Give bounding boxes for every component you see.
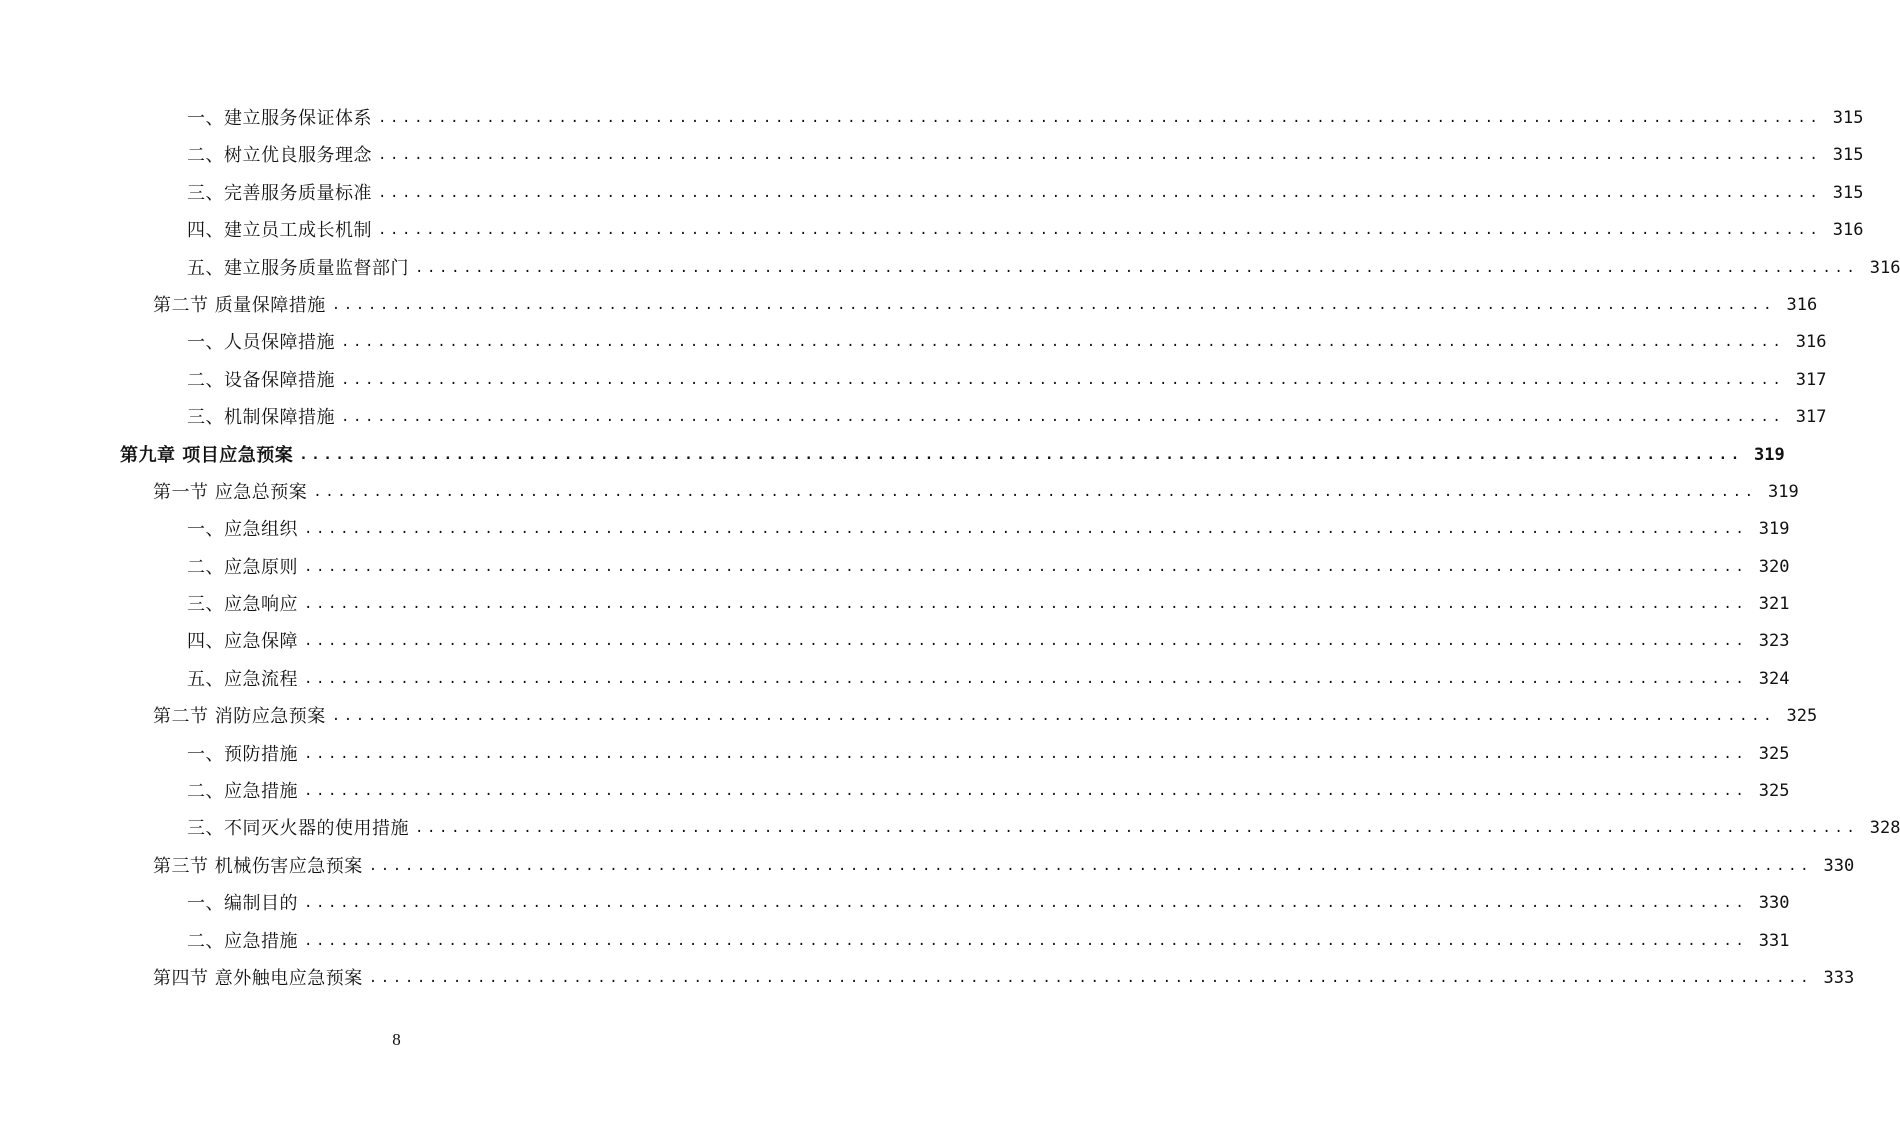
toc-leader-dots: ........................................................................................................................ bbox=[378, 184, 1822, 201]
toc-leader-dots: ........................................................................................................................ bbox=[341, 409, 1785, 426]
toc-chapter-entry[interactable] bbox=[0, 437, 1785, 474]
toc-entry-page-number: 316 bbox=[1869, 257, 1900, 278]
toc-subsection-entry[interactable] bbox=[0, 736, 1790, 773]
table-of-contents bbox=[0, 100, 1900, 997]
toc-subsection-entry[interactable] bbox=[0, 773, 1790, 810]
toc-entry-label: 二、设备保障措施 bbox=[187, 369, 335, 391]
toc-entry-label: 一、编制目的 bbox=[187, 893, 298, 915]
toc-section-entry[interactable] bbox=[0, 698, 1818, 735]
toc-entry-page-number: 325 bbox=[1758, 781, 1790, 802]
toc-entry-label: 一、人员保障措施 bbox=[187, 332, 335, 354]
toc-leader-dots: ........................................................................................................................ bbox=[304, 596, 1748, 613]
toc-leader-dots: ........................................................................................................................ bbox=[304, 745, 1748, 762]
toc-leader-dots: ........................................................................................................................ bbox=[304, 783, 1748, 800]
toc-entry-label: 第九章 项目应急预案 bbox=[120, 444, 294, 466]
toc-subsection-entry[interactable] bbox=[0, 362, 1827, 399]
toc-entry-label: 五、应急流程 bbox=[187, 668, 298, 690]
toc-leader-dots: ........................................................................................................................ bbox=[304, 633, 1748, 650]
toc-leader-dots: ........................................................................................................................ bbox=[368, 857, 1813, 874]
toc-entry-page-number: 325 bbox=[1758, 743, 1790, 764]
toc-leader-dots: ........................................................................................................................ bbox=[304, 521, 1748, 538]
toc-subsection-entry[interactable] bbox=[0, 623, 1790, 660]
toc-entry-page-number: 317 bbox=[1795, 407, 1827, 428]
toc-leader-dots: ........................................................................................................................ bbox=[341, 334, 1785, 351]
toc-entry-label: 四、建立员工成长机制 bbox=[187, 220, 372, 242]
page-number: 8 bbox=[392, 1030, 401, 1049]
toc-entry-page-number: 319 bbox=[1758, 519, 1790, 540]
toc-leader-dots: ........................................................................................................................ bbox=[378, 222, 1822, 239]
toc-subsection-entry[interactable] bbox=[0, 586, 1790, 623]
toc-entry-label: 一、建立服务保证体系 bbox=[187, 108, 372, 129]
toc-entry-page-number: 319 bbox=[1754, 444, 1785, 465]
toc-entry-label: 一、预防措施 bbox=[187, 743, 298, 765]
toc-entry-label: 第四节 意外触电应急预案 bbox=[153, 967, 363, 989]
toc-subsection-entry[interactable] bbox=[0, 810, 1900, 847]
toc-entry-page-number: 316 bbox=[1786, 294, 1818, 315]
toc-subsection-entry[interactable] bbox=[0, 250, 1900, 287]
toc-section-entry[interactable] bbox=[0, 848, 1855, 885]
toc-subsection-entry[interactable] bbox=[0, 175, 1864, 212]
toc-subsection-entry[interactable] bbox=[0, 511, 1790, 548]
toc-entry-page-number: 315 bbox=[1832, 108, 1864, 128]
toc-entry-page-number: 317 bbox=[1795, 369, 1827, 390]
toc-subsection-entry[interactable] bbox=[0, 549, 1790, 586]
toc-entry-page-number: 330 bbox=[1758, 893, 1790, 914]
toc-entry-page-number: 315 bbox=[1832, 182, 1864, 203]
toc-section-entry[interactable] bbox=[0, 474, 1799, 511]
toc-entry-page-number: 330 bbox=[1823, 855, 1855, 876]
toc-leader-dots: ........................................................................................................................ bbox=[304, 558, 1748, 575]
toc-subsection-entry[interactable] bbox=[0, 661, 1790, 698]
toc-entry-label: 二、应急措施 bbox=[187, 781, 298, 803]
toc-entry-label: 三、不同灭火器的使用措施 bbox=[187, 818, 409, 840]
toc-entry-page-number: 325 bbox=[1786, 706, 1818, 727]
toc-entry-label: 三、应急响应 bbox=[187, 594, 298, 616]
toc-leader-dots: ........................................................................................................................ bbox=[299, 446, 1743, 463]
toc-entry-label: 三、机制保障措施 bbox=[187, 407, 335, 429]
toc-entry-page-number: 315 bbox=[1832, 145, 1864, 166]
toc-entry-label: 第二节 质量保障措施 bbox=[153, 294, 326, 316]
toc-leader-dots: ........................................................................................................................ bbox=[313, 483, 1757, 500]
toc-subsection-entry[interactable] bbox=[0, 399, 1827, 436]
toc-leader-dots: ........................................................................................................................ bbox=[331, 708, 1776, 725]
toc-entry-page-number: 331 bbox=[1758, 930, 1790, 951]
toc-entry-label: 二、应急原则 bbox=[187, 556, 298, 578]
toc-entry-label: 五、建立服务质量监督部门 bbox=[187, 257, 409, 279]
toc-entry-label: 一、应急组织 bbox=[187, 519, 298, 541]
toc-leader-dots: ........................................................................................................................ bbox=[368, 969, 1813, 986]
toc-leader-dots: ........................................................................................................................ bbox=[378, 110, 1822, 126]
toc-subsection-entry[interactable] bbox=[0, 324, 1827, 361]
toc-section-entry[interactable] bbox=[0, 287, 1818, 324]
toc-section-entry[interactable] bbox=[0, 960, 1855, 997]
toc-entry-label: 三、完善服务质量标准 bbox=[187, 182, 372, 204]
toc-entry-page-number: 333 bbox=[1823, 967, 1855, 988]
toc-entry-page-number: 316 bbox=[1795, 332, 1827, 353]
toc-subsection-entry[interactable] bbox=[0, 923, 1790, 960]
toc-leader-dots: ........................................................................................................................ bbox=[415, 259, 1859, 276]
toc-entry-page-number: 321 bbox=[1758, 594, 1790, 615]
toc-leader-dots: ........................................................................................................................ bbox=[415, 820, 1859, 837]
toc-entry-page-number: 323 bbox=[1758, 631, 1790, 652]
toc-subsection-entry[interactable] bbox=[0, 885, 1790, 922]
toc-leader-dots: ........................................................................................................................ bbox=[304, 670, 1748, 687]
toc-leader-dots: ........................................................................................................................ bbox=[304, 895, 1748, 912]
toc-entry-label: 四、应急保障 bbox=[187, 631, 298, 653]
toc-entry-label: 第三节 机械伤害应急预案 bbox=[153, 855, 363, 877]
toc-entry-page-number: 319 bbox=[1767, 481, 1799, 502]
toc-leader-dots: ........................................................................................................................ bbox=[331, 296, 1776, 313]
toc-entry-label: 二、应急措施 bbox=[187, 930, 298, 952]
toc-entry-label: 第二节 消防应急预案 bbox=[153, 706, 326, 728]
toc-subsection-entry[interactable] bbox=[0, 137, 1864, 174]
toc-entry-page-number: 316 bbox=[1832, 220, 1864, 241]
toc-entry-page-number: 320 bbox=[1758, 556, 1790, 577]
toc-subsection-entry[interactable] bbox=[0, 100, 1864, 137]
toc-leader-dots: ........................................................................................................................ bbox=[341, 371, 1785, 388]
toc-subsection-entry[interactable] bbox=[0, 212, 1864, 249]
toc-leader-dots: ........................................................................................................................ bbox=[378, 147, 1822, 164]
toc-entry-page-number: 324 bbox=[1758, 668, 1790, 689]
toc-entry-label: 二、树立优良服务理念 bbox=[187, 145, 372, 167]
toc-entry-label: 第一节 应急总预案 bbox=[153, 481, 308, 503]
toc-entry-page-number: 328 bbox=[1869, 818, 1900, 839]
toc-leader-dots: ........................................................................................................................ bbox=[304, 932, 1748, 949]
